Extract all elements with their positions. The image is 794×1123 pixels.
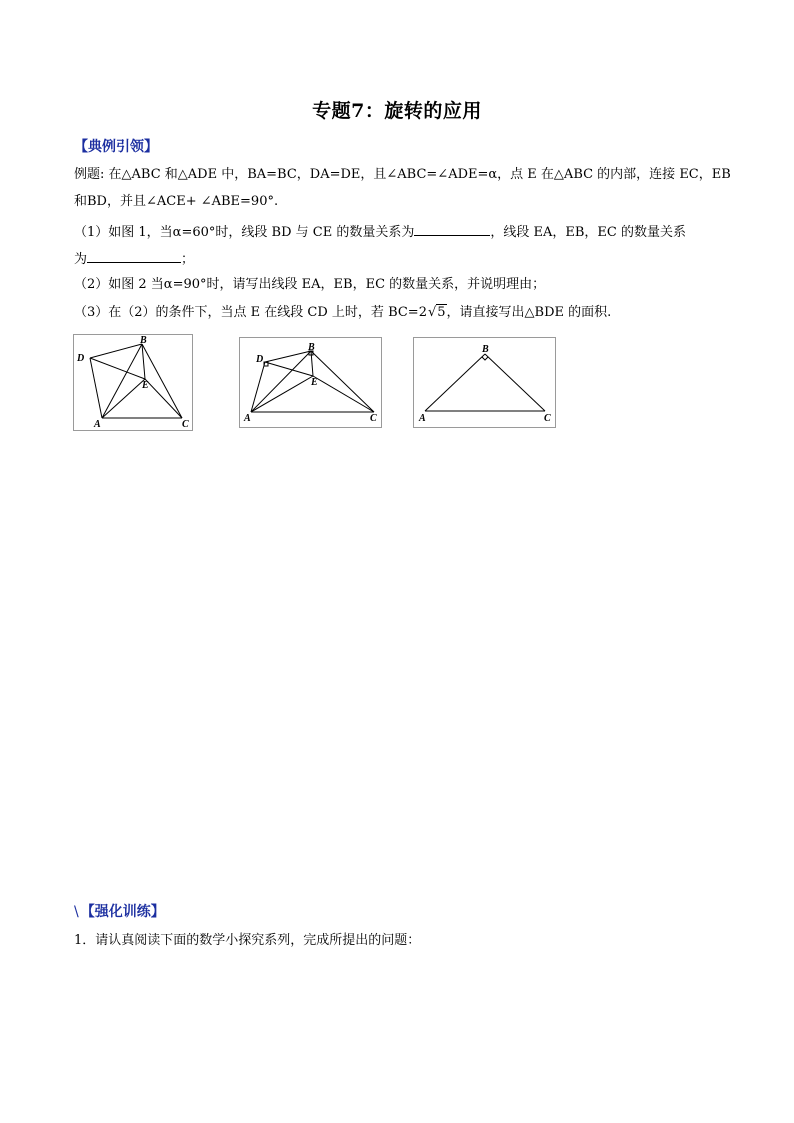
point-label-C: C: [370, 413, 377, 424]
point-label-D: D: [77, 353, 85, 364]
segment-AB: [425, 354, 485, 411]
training-question-1: 1．请认真阅读下面的数学小探究系列，完成所提出的问题：: [74, 933, 421, 948]
point-label-C: C: [182, 419, 189, 430]
point-label-E: E: [311, 377, 318, 388]
point-label-A: A: [419, 413, 426, 424]
figure-2: [239, 337, 382, 428]
segment-AE: [251, 376, 313, 412]
sqrt-expression: √5: [427, 305, 446, 320]
question-1-text-d: ；: [181, 252, 195, 267]
point-label-D: D: [256, 354, 264, 365]
example-line-1: 例题: 在△ABC 和△ADE 中，BA=BC，DA=DE，且∠ABC=∠ADE=α，点 E 在△ABC 的内部，连接 EC，EB: [74, 167, 731, 182]
segment-BC: [311, 351, 374, 412]
point-label-B: B: [482, 344, 489, 355]
segment-DB: [90, 344, 142, 358]
right-angle-marker-B: [482, 357, 488, 360]
segment-EC: [145, 379, 182, 418]
point-label-B: B: [140, 335, 147, 346]
question-3-text-b: ，请直接写出△BDE 的面积.: [446, 305, 612, 320]
segment-DA: [90, 358, 102, 418]
question-1-cont: [74, 248, 734, 269]
question-1-text-a: （1）如图 1，当α=60°时，线段 BD 与 CE 的数量关系为: [74, 225, 415, 240]
figure-1: [73, 334, 193, 431]
example-heading: 【典例引领】: [74, 139, 158, 155]
segment-AB: [102, 344, 142, 418]
example-line-2: 和BD，并且∠ACE+ ∠ABE=90°.: [74, 194, 279, 209]
sqrt-radicand: 5: [437, 305, 446, 320]
segment-EC: [313, 376, 374, 412]
segment-DE: [90, 358, 145, 379]
question-3: [74, 304, 734, 322]
answer-blank-2[interactable]: [87, 248, 181, 263]
point-label-C: C: [544, 413, 551, 424]
question-1: [74, 221, 734, 242]
point-label-E: E: [142, 380, 149, 391]
segment-DB: [265, 351, 311, 362]
question-1-text-c: 为: [74, 252, 88, 267]
answer-blank-1[interactable]: [414, 221, 490, 236]
figure-3-drawing: [414, 338, 555, 427]
question-1-text-b: ，线段 EA，EB，EC 的数量关系: [490, 225, 686, 240]
segment-BC: [485, 354, 545, 411]
question-3-text-a: （3）在（2）的条件下，当点 E 在线段 CD 上时，若 BC=2: [74, 305, 427, 320]
figure-3: [413, 337, 556, 428]
point-label-A: A: [94, 419, 101, 430]
segment-AE: [102, 379, 145, 418]
page-title: 专题7：旋转的应用: [312, 100, 482, 122]
training-prefix: \: [74, 904, 79, 920]
point-label-A: A: [244, 413, 251, 424]
training-heading: 【强化训练】: [80, 904, 165, 920]
figure-2-drawing: [240, 338, 381, 427]
point-label-B: B: [308, 342, 315, 353]
training-heading-row: [74, 901, 165, 921]
question-2: （2）如图 2 当α=90°时，请写出线段 EA，EB，EC 的数量关系，并说明理由；: [74, 277, 546, 292]
figure-1-drawing: [74, 335, 192, 430]
